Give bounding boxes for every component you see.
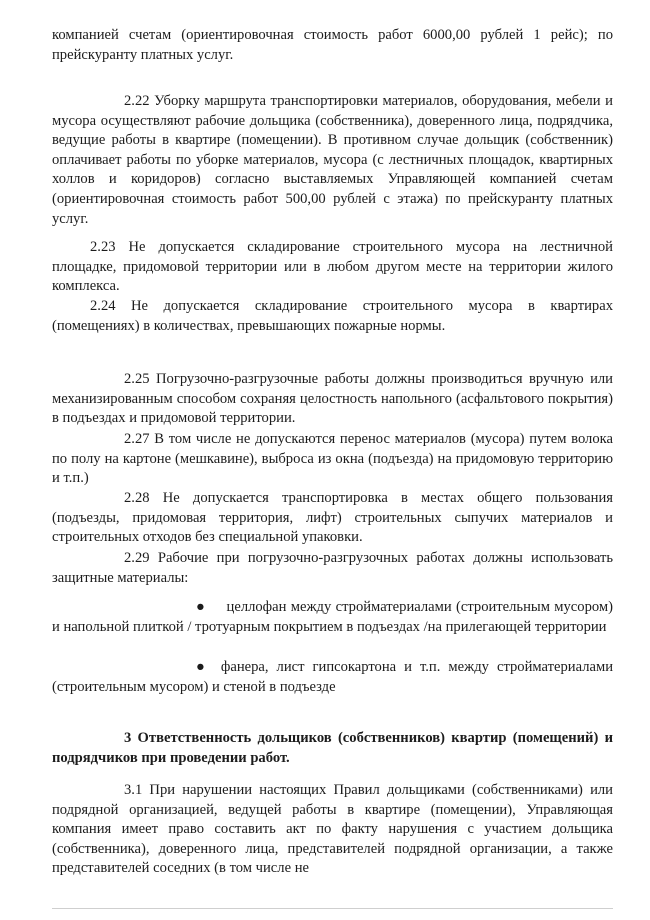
bullet-item-1 [52, 598, 613, 637]
paragraph-2-23: 2.23 Не допускается складирование строительного мусора на лестничной площадке, придомовой территории или в любом другом месте на территории жилого комплекса. [52, 239, 613, 295]
paragraph-2-28: 2.28 Не допускается транспортировка в местах общего пользования (подъезды, придомовая территория, лифт) строительных сыпучих материалов и строительных отходов без специальной упаковки. [52, 490, 613, 546]
bullet-icon: ● [196, 659, 205, 675]
paragraph-continuation: компанией счетам (ориентировочная стоимость работ 6000,00 рублей 1 рейс); по прейскуранту платных услуг. [52, 27, 613, 63]
bullet-item-2 [52, 658, 613, 697]
paragraph-2-25: 2.25 Погрузочно-разгрузочные работы должны производиться вручную или механизированным способом сохраняя целостность напольного (асфальтового покрытия) в подъездах и придомовой территории. [52, 371, 613, 427]
paragraph-2-22: 2.22 Уборку маршрута транспортировки материалов, оборудования, мебели и мусора осуществляют рабочие дольщика (собственника), доверенного лица, подрядчика, ведущие работы в квартире (помещении). В противном случае дольщик (собственник) оплачивает работы по уборке материалов, мусора (с лестничных площадок, квартирных холлов и коридоров) согласно выставляемых Управляющей компанией счетам (ориентировочная стоимость работ 500,00 рублей с этажа) по прейскуранту платных услуг. [52, 93, 613, 227]
bullet-icon: ● [196, 599, 205, 615]
section-3-heading: 3 Ответственность дольщиков (собственников) квартир (помещений) и подрядчиков при проведении работ. [52, 730, 613, 766]
paragraph-2-24: 2.24 Не допускается складирование строительного мусора в квартирах (помещениях) в количествах, превышающих пожарные нормы. [52, 298, 613, 334]
bullet-item-1-text: целлофан между стройматериалами (строительным мусором) и напольной плиткой / тротуарным покрытием в подъездах /на прилегающей территории [52, 599, 613, 635]
paragraph-3-1: 3.1 При нарушении настоящих Правил дольщиками (собственниками) или подрядной организацией, ведущей работы в квартире (помещении), Управляющая компания имеет право составить акт по факту нарушения с участием дольщика (собственника), доверенного лица, представителей подрядной организации, а также представителей соседних (в том числе не [52, 782, 613, 877]
paragraph-2-29: 2.29 Рабочие при погрузочно-разгрузочных работах должны использовать защитные материалы: [52, 550, 613, 586]
page-bottom-divider [52, 908, 613, 909]
bullet-item-2-text: фанера, лист гипсокартона и т.п. между стройматериалами (строительным мусором) и стеной в подъезде [52, 659, 614, 695]
paragraph-2-27: 2.27 В том числе не допускаются перенос материалов (мусора) путем волока по полу на картоне (мешкавине), выброса из окна (подъезда) на придомовую территорию и т.п.) [52, 431, 613, 487]
